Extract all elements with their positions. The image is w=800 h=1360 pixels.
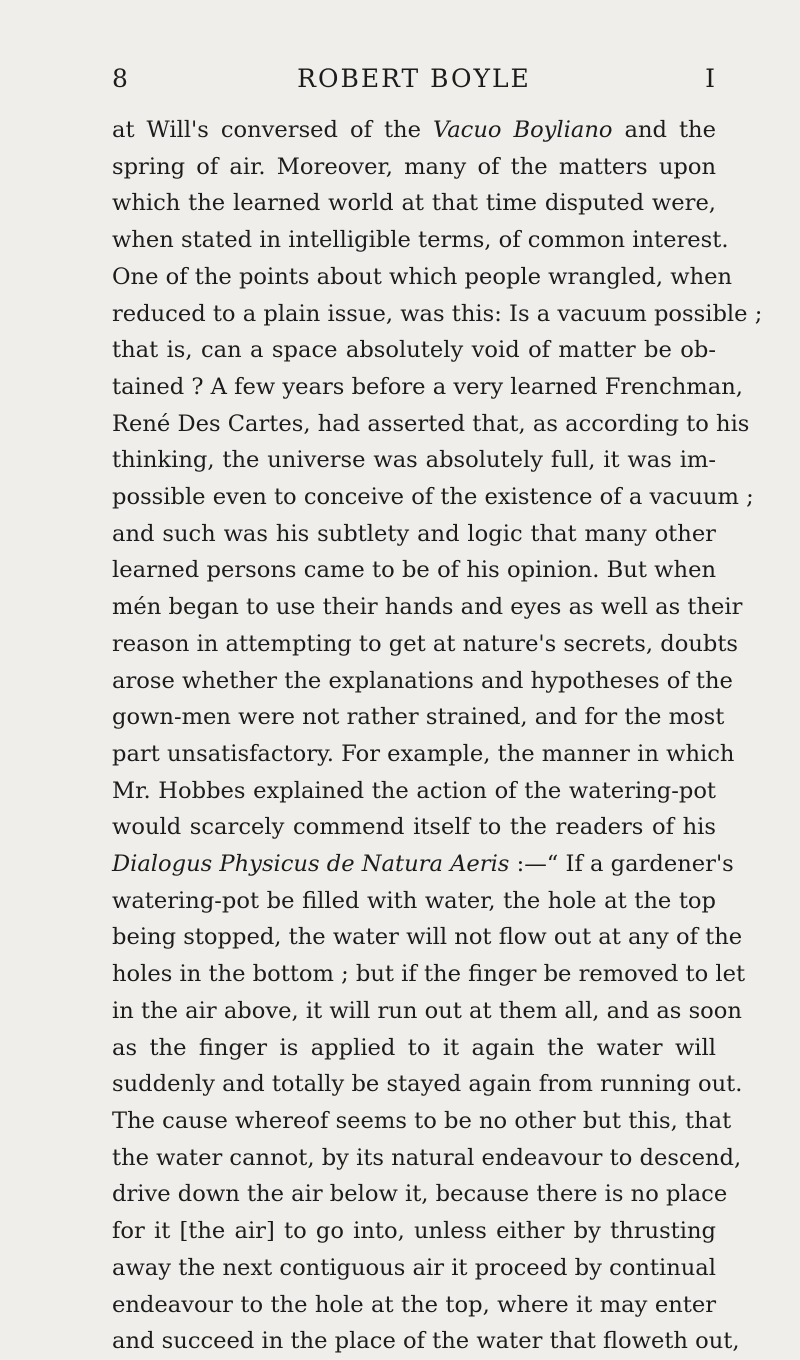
text-segment: reason in attempting to get at nature's secrets, doubts bbox=[112, 630, 739, 657]
page-number: 8 bbox=[112, 64, 129, 93]
text-line bbox=[112, 552, 716, 589]
text-segment: drive down the air below it, because there is no place bbox=[112, 1181, 728, 1208]
text-line bbox=[112, 222, 729, 259]
text-line bbox=[112, 1213, 716, 1250]
text-line bbox=[112, 1323, 740, 1360]
text-segment: as the finger is applied to it again the water will bbox=[112, 1034, 716, 1061]
text-segment: and such was his subtlety and logic that many other bbox=[112, 520, 716, 547]
text-segment: and succeed in the place of the water that floweth out, bbox=[112, 1328, 740, 1355]
text-segment: gown-men were not rather strained, and for the most bbox=[112, 704, 725, 731]
chapter-number: I bbox=[705, 64, 716, 93]
text-line bbox=[112, 993, 742, 1030]
text-segment: tained ? A few years before a very learned Frenchman, bbox=[112, 373, 743, 400]
text-line bbox=[112, 479, 754, 516]
text-line bbox=[112, 1176, 728, 1213]
text-segment: the water cannot, by its natural endeavour to descend, bbox=[112, 1144, 742, 1171]
text-segment: for it [the air] to go into, unless either by thrusting bbox=[112, 1218, 716, 1245]
running-head: ROBERT BOYLE bbox=[297, 64, 531, 93]
text-segment: spring of air. Moreover, many of the matters upon bbox=[112, 153, 716, 180]
text-line bbox=[112, 1030, 716, 1067]
text-line bbox=[112, 1140, 742, 1177]
text-line bbox=[112, 846, 734, 883]
text-segment: and the bbox=[612, 117, 716, 143]
text-line bbox=[112, 773, 716, 810]
text-segment: suddenly and totally be stayed again from running out. bbox=[112, 1071, 743, 1098]
text-line bbox=[112, 699, 725, 736]
text-line bbox=[112, 369, 743, 406]
text-segment: possible even to conceive of the existence of a vacuum ; bbox=[112, 484, 754, 511]
page-header bbox=[112, 64, 716, 94]
text-line bbox=[112, 1287, 716, 1324]
italic-title-text: Dialogus Physicus de Natura Aeris bbox=[112, 851, 510, 878]
text-line bbox=[112, 1103, 732, 1140]
text-line bbox=[112, 919, 743, 956]
text-segment: being stopped, the water will not flow out at any of the bbox=[112, 924, 743, 951]
text-line bbox=[112, 809, 716, 846]
text-segment: Mr. Hobbes explained the action of the watering-pot bbox=[112, 777, 716, 804]
text-line bbox=[112, 259, 733, 296]
text-segment: arose whether the explanations and hypotheses of the bbox=[112, 667, 733, 694]
text-line bbox=[112, 112, 716, 149]
text-segment: part unsatisfactory. For example, the manner in which bbox=[112, 740, 735, 767]
text-segment: at Will's conversed of the bbox=[112, 117, 433, 143]
text-segment: reduced to a plain issue, was this: Is a vacuum possible ; bbox=[112, 300, 763, 327]
text-segment: mén began to use their hands and eyes as well as their bbox=[112, 594, 743, 621]
text-segment: René Des Cartes, had asserted that, as according to his bbox=[112, 410, 750, 437]
text-segment: in the air above, it will run out at them all, and as soon bbox=[112, 997, 742, 1024]
text-line bbox=[112, 516, 716, 553]
text-segment: One of the points about which people wrangled, when bbox=[112, 263, 733, 290]
text-segment: The cause whereof seems to be no other but this, that bbox=[112, 1107, 732, 1134]
text-segment: that is, can a space absolutely void of matter be ob- bbox=[112, 337, 716, 364]
text-segment: thinking, the universe was absolutely full, it was im- bbox=[112, 447, 716, 474]
text-segment: which the learned world at that time disputed were, bbox=[112, 190, 716, 217]
italic-title-text: Vacuo Boyliano bbox=[432, 117, 613, 143]
text-line bbox=[112, 883, 716, 920]
text-line bbox=[112, 736, 735, 773]
text-segment: learned persons came to be of his opinion. But when bbox=[112, 557, 716, 584]
text-line bbox=[112, 626, 739, 663]
text-line bbox=[112, 589, 743, 626]
text-line bbox=[112, 332, 716, 369]
text-line bbox=[112, 406, 750, 443]
text-line bbox=[112, 956, 746, 993]
text-line bbox=[112, 663, 733, 700]
text-segment: :—“ If a gardener's bbox=[509, 851, 734, 878]
text-line bbox=[112, 1250, 716, 1287]
text-segment: watering-pot be filled with water, the hole at the top bbox=[112, 887, 716, 914]
text-line bbox=[112, 442, 716, 479]
text-line bbox=[112, 1066, 743, 1103]
text-segment: would scarcely commend itself to the readers of his bbox=[112, 814, 716, 841]
text-segment: holes in the bottom ; but if the finger be removed to let bbox=[112, 961, 746, 988]
text-segment: away the next contiguous air it proceed by continual bbox=[112, 1254, 716, 1281]
body-text bbox=[112, 112, 763, 1360]
text-line bbox=[112, 185, 716, 222]
text-line bbox=[112, 149, 716, 186]
text-segment: when stated in intelligible terms, of common interest. bbox=[112, 227, 729, 254]
text-segment: endeavour to the hole at the top, where it may enter bbox=[112, 1291, 716, 1318]
text-line bbox=[112, 296, 763, 333]
